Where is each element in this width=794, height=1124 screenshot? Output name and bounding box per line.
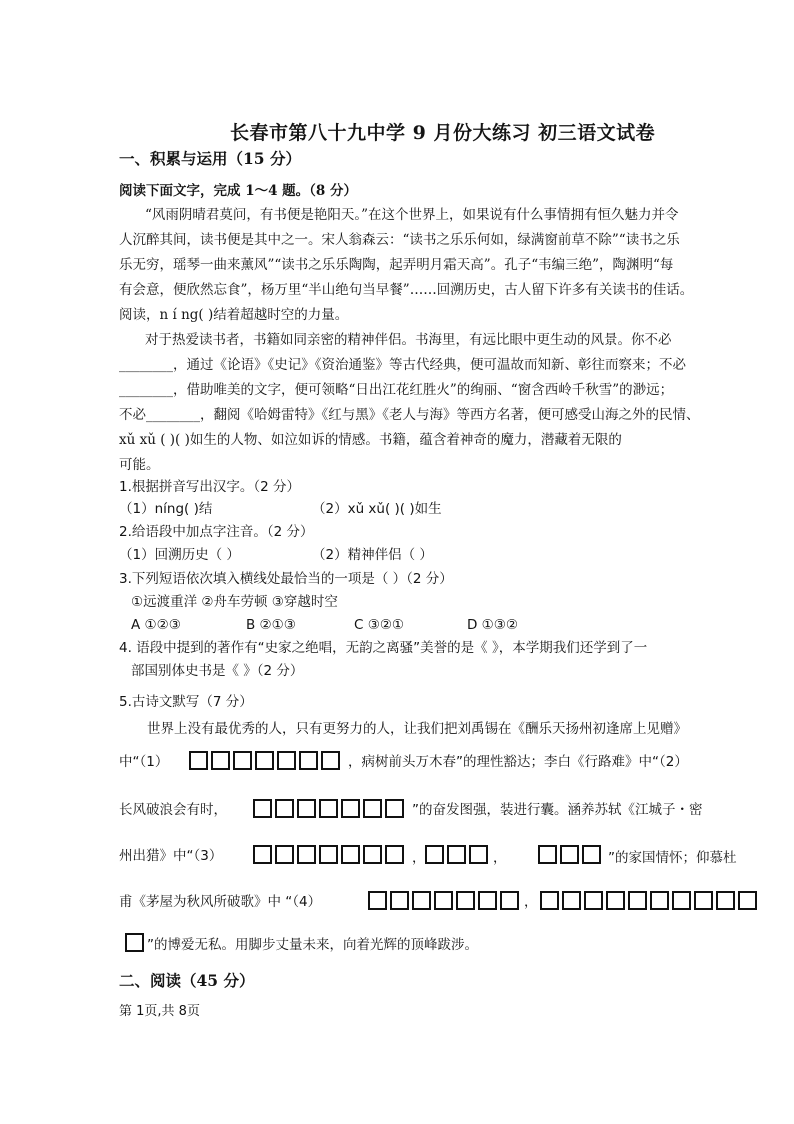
answer-box[interactable] [319, 845, 338, 864]
answer-box[interactable] [321, 751, 340, 770]
page-number: 第 1页,共 8页 [119, 1004, 200, 1019]
q5-text: 长风破浪会有时， [119, 802, 227, 818]
passage-line: 不必________，翻阅《哈姆雷特》《红与黑》《老人与海》等西方名著，便可感受山海之外的民情、 [119, 407, 700, 423]
answer-box-group[interactable] [538, 845, 601, 864]
q5-text: 甫《茅屋为秋风所破歌》中 “（4） [119, 894, 322, 910]
answer-box[interactable] [412, 891, 431, 910]
answer-box[interactable] [469, 845, 488, 864]
section-2-heading: 二、阅读（45 分） [119, 971, 255, 990]
answer-box[interactable] [385, 799, 404, 818]
q5-text: ”的奋发图强，装进行囊。涵养苏轼《江城子・密 [412, 802, 703, 818]
answer-box[interactable] [297, 799, 316, 818]
answer-box[interactable] [368, 891, 387, 910]
answer-box[interactable] [425, 845, 444, 864]
answer-box-group[interactable] [425, 845, 488, 864]
q5-intro: 世界上没有最优秀的人，只有更努力的人，让我们把刘禹锡在《酬乐天扬州初逢席上见赠》 [147, 721, 687, 737]
answer-blank[interactable]: （1）níng( )结 [119, 501, 213, 517]
q5-text: 中“（1） [119, 754, 169, 770]
phrase-list: ①远渡重洋 ②舟车劳顿 ③穿越时空 [131, 594, 338, 610]
answer-box[interactable] [447, 845, 466, 864]
answer-box[interactable] [275, 845, 294, 864]
answer-box[interactable] [538, 845, 557, 864]
q5-text: ”的博爱无私。用脚步丈量未来，向着光辉的顶峰跋涉。 [147, 937, 478, 953]
answer-box[interactable] [233, 751, 252, 770]
answer-box[interactable] [694, 891, 713, 910]
answer-box[interactable] [385, 845, 404, 864]
answer-box[interactable] [500, 891, 519, 910]
answer-box[interactable] [299, 751, 318, 770]
q5-text: ”的家国情怀；仰慕杜 [608, 850, 737, 866]
passage-line: 可能。 [119, 457, 160, 473]
answer-box[interactable] [125, 933, 144, 952]
answer-box[interactable] [255, 751, 274, 770]
answer-box[interactable] [211, 751, 230, 770]
answer-box[interactable] [297, 845, 316, 864]
answer-box[interactable] [363, 845, 382, 864]
passage-line: 阅读，n í ng( )结着超越时空的力量。 [119, 307, 349, 323]
answer-box[interactable] [716, 891, 735, 910]
answer-box[interactable] [434, 891, 453, 910]
answer-box[interactable] [562, 891, 581, 910]
q5-text: ， [493, 850, 507, 866]
answer-box[interactable] [606, 891, 625, 910]
q5-text: ，病树前头万木春”的理性豁达；李白《行路难》中“（2） [348, 754, 688, 770]
answer-box[interactable] [738, 891, 757, 910]
answer-box-group[interactable] [253, 845, 404, 864]
answer-box[interactable] [341, 845, 360, 864]
answer-box[interactable] [584, 891, 603, 910]
section-1-heading: 一、积累与运用（15 分） [119, 149, 301, 168]
answer-box[interactable] [456, 891, 475, 910]
answer-box[interactable] [650, 891, 669, 910]
passage-line: 有会意，便欣然忘食”，杨万里“半山绝句当早餐”……回溯历史，古人留下许多有关读书的佳话。 [119, 282, 694, 298]
answer-box[interactable] [319, 799, 338, 818]
answer-box-group[interactable] [253, 799, 404, 818]
answer-box[interactable] [277, 751, 296, 770]
answer-box[interactable] [582, 845, 601, 864]
answer-box[interactable] [540, 891, 559, 910]
option-a[interactable]: A ①②③ [131, 617, 181, 633]
passage-line: xǔ xǔ ( )( )如生的人物、如泣如诉的情感。书籍，蕴含着神奇的魔力，潜藏着无限的 [119, 432, 622, 448]
reading-instruction: 阅读下面文字，完成 1～4 题。（8 分） [119, 183, 358, 199]
answer-box[interactable] [253, 845, 272, 864]
passage-line: 人沉醉其间，读书便是其中之一。宋人翁森云：“读书之乐乐何如，绿满窗前草不除”“读书之乐 [119, 232, 680, 248]
passage-line: “风雨阴晴君莫问，有书便是艳阳天。”在这个世界上，如果说有什么事情拥有恒久魅力并令 [145, 207, 679, 223]
answer-box[interactable] [478, 891, 497, 910]
answer-box[interactable] [560, 845, 579, 864]
option-c[interactable]: C ③②① [354, 617, 405, 633]
answer-box[interactable] [672, 891, 691, 910]
q5-text: ， [412, 850, 426, 866]
answer-box[interactable] [390, 891, 409, 910]
page-title: 长春市第八十九中学 9 月份大练习 初三语文试卷 [230, 122, 656, 144]
answer-blank[interactable]: （2）xǔ xǔ( )( )如生 [312, 501, 442, 517]
question-stem: 3.下列短语依次填入横线处最恰当的一项是（ ）（2 分） [119, 571, 453, 587]
q5-text: ， [524, 894, 538, 910]
passage-line: ________，借助唯美的文字，便可领略“日出江花红胜火”的绚丽、“窗含西岭千秋雪”的渺远； [119, 382, 674, 398]
option-d[interactable]: D ①③② [467, 617, 518, 633]
question-stem: 1.根据拼音写出汉字。（2 分） [119, 479, 301, 495]
question-stem: 部国别体史书是《 》（2 分） [131, 663, 304, 679]
answer-box[interactable] [628, 891, 647, 910]
answer-box-group[interactable] [540, 891, 757, 910]
passage-line: 乐无穷，瑶琴一曲来薰风”“读书之乐乐陶陶，起弄明月霜天高”。孔子“韦编三绝”，陶渊明“每 [119, 257, 674, 273]
q5-text: 州出猎》中“（3） [119, 848, 223, 864]
answer-box[interactable] [189, 751, 208, 770]
answer-box[interactable] [363, 799, 382, 818]
answer-blank[interactable]: （1）回溯历史（ ） [119, 547, 240, 563]
answer-box[interactable] [341, 799, 360, 818]
answer-box[interactable] [253, 799, 272, 818]
question-stem: 5.古诗文默写（7 分） [119, 694, 253, 710]
answer-blank[interactable]: （2）精神伴侣（ ） [312, 547, 433, 563]
answer-box-group[interactable] [368, 891, 519, 910]
answer-box[interactable] [275, 799, 294, 818]
passage-line: 对于热爱读书者，书籍如同亲密的精神伴侣。书海里，有远比眼中更生动的风景。你不必 [145, 332, 672, 348]
passage-line: ________，通过《论语》《史记》《资治通鉴》等古代经典，便可温故而知新、彰往而察来；不必 [119, 357, 686, 373]
option-b[interactable]: B ②①③ [246, 617, 296, 633]
question-stem: 2.给语段中加点字注音。（2 分） [119, 524, 314, 540]
question-stem: 4. 语段中提到的著作有“史家之绝唱，无韵之离骚”美誉的是《 》，本学期我们还学到了一 [119, 640, 648, 656]
answer-box-group[interactable] [125, 933, 144, 952]
answer-box-group[interactable] [189, 751, 340, 770]
